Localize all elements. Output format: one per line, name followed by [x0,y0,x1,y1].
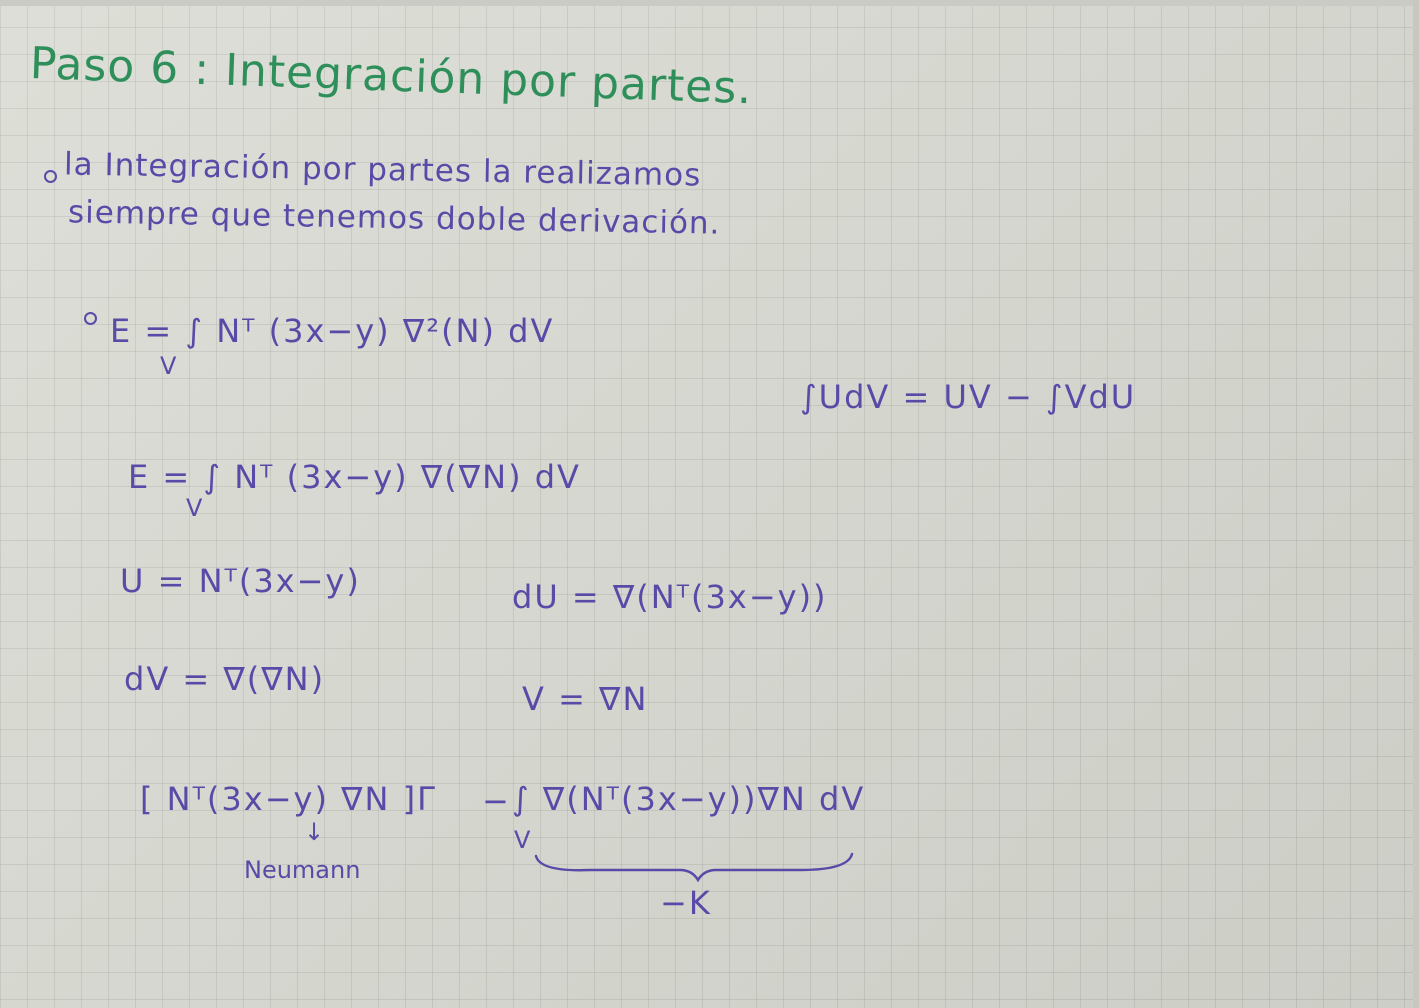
stiffness-label: −K [660,884,712,922]
neumann-label: Neumann [244,856,361,884]
boundary-term: [ Nᵀ(3x−y) ∇N ]Γ [140,780,437,818]
integral-domain-label: V [514,826,531,854]
bullet-icon [84,312,97,325]
integration-by-parts-formula: ∫UdV = UV − ∫VdU [800,378,1137,416]
v-definition: V = ∇N [522,680,649,718]
du-definition: dU = ∇(Nᵀ(3x−y)) [512,578,828,616]
volume-integral-term: ∫ ∇(Nᵀ(3x−y))∇N dV [512,780,866,818]
integral-domain-label: V [160,352,177,380]
integral-domain-label: V [186,494,203,522]
equation-energy-gradient: E = ∫ Nᵀ (3x−y) ∇(∇N) dV [128,458,581,496]
equation-energy-laplacian: E = ∫ Nᵀ (3x−y) ∇²(N) dV [110,312,555,350]
underbrace-icon [530,848,860,884]
dv-definition: dV = ∇(∇N) [124,660,326,698]
page-edge-right [1413,0,1419,1008]
page-title: Paso 6 : Integración por partes. [29,38,754,115]
down-arrow-icon: ↓ [304,818,325,846]
u-definition: U = Nᵀ(3x−y) [120,562,361,600]
bullet-icon [44,170,57,183]
minus-sign: − [482,782,511,820]
page-edge-top [0,0,1419,6]
paragraph-line-2: siempre que tenemos doble derivación. [67,194,721,242]
paragraph-line-1: la Integración por partes la realizamos [63,146,702,194]
